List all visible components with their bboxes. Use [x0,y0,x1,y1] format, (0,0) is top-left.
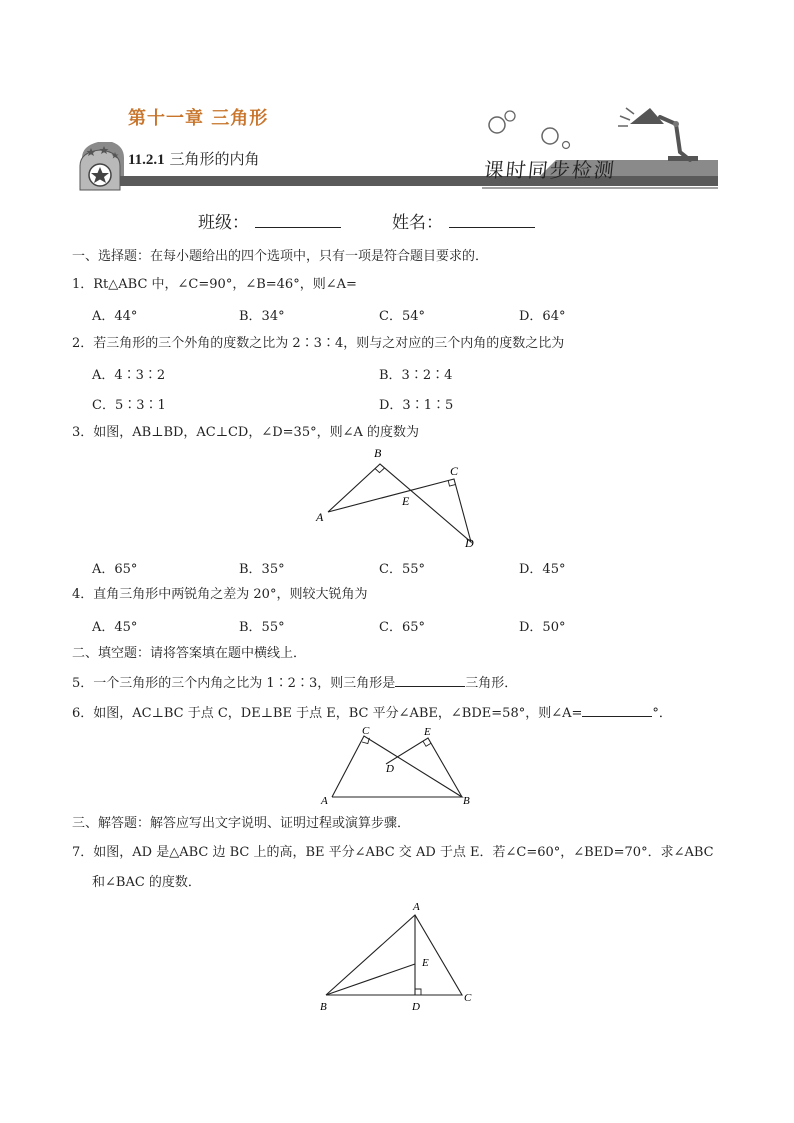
q3-option-a[interactable]: A．65° [92,562,138,577]
q6-stem-a: 6．如图，AC⊥BC 于点 C，DE⊥BE 于点 E，BC 平分∠ABE，∠BDE=58°，则∠A= [72,706,583,721]
q7-label-c: C [464,992,472,1004]
q7-label-b: B [320,1001,327,1013]
q5-stem-a: 5．一个三角形的三个内角之比为 1∶2∶3，则三角形是 [72,676,396,691]
q6-label-e: E [424,726,431,738]
q6-label-b: B [463,795,470,807]
q4-option-a[interactable]: A．45° [92,620,138,635]
header-decoration [0,0,794,200]
q6-stem [72,704,672,723]
part1-heading: 一、选择题：在每小题给出的四个选项中，只有一项是符合题目要求的． [72,249,489,264]
q6-answer-blank[interactable] [582,704,652,717]
q3-label-d: D [465,536,474,550]
q7-line2: 和∠BAC 的度数． [92,875,201,890]
q6-stem-b: °． [652,706,672,721]
banner-title: 课时同步检测 [482,158,618,182]
class-label: 班级： [198,213,249,233]
q6-lines-bed [386,738,462,797]
class-blank[interactable] [255,213,341,228]
q2-option-c[interactable]: C．5∶3∶1 [92,398,166,413]
q6-label-a: A [321,795,328,807]
q3-option-b[interactable]: B．35° [239,562,285,577]
q7-bisector-be [326,964,415,995]
chapter-title: 第十一章 三角形 [128,108,269,129]
name-label: 姓名： [392,213,443,233]
name-field [392,208,535,233]
q4-option-d[interactable]: D．50° [519,620,566,635]
q7-line1: 7．如图，AD 是△ABC 边 BC 上的高，BE 平分∠ABC 交 AD 于点 E．若∠C=60°，∠BED=70°．求∠ABC [72,845,714,860]
q2-stem: 2．若三角形的三个外角的度数之比为 2∶3∶4，则与之对应的三个内角的度数之比为 [72,336,565,351]
q3-label-e: E [402,494,410,508]
q1-stem: 1．Rt△ABC 中，∠C=90°，∠B=46°，则∠A= [72,277,357,292]
q6-label-d: D [386,763,394,775]
q3-stem: 3．如图，AB⊥BD，AC⊥CD，∠D=35°，则∠A 的度数为 [72,425,420,440]
section-name: 三角形的内角 [169,150,260,168]
part2-heading: 二、填空题：请将答案填在题中横线上． [72,646,307,661]
q3-label-b: B [374,446,382,460]
q3-label-a: A [316,510,324,524]
q6-figure [318,724,478,808]
section-title [128,148,259,169]
q3-right-angle-b [375,468,385,473]
name-blank[interactable] [449,213,535,228]
q7-label-a: A [413,901,420,913]
q5-stem-b: 三角形． [465,676,518,691]
q7-label-d: D [412,1001,420,1013]
q1-option-a[interactable]: A．44° [92,309,138,324]
q7-triangle [326,915,462,995]
q4-option-c[interactable]: C．65° [379,620,425,635]
q3-label-c: C [450,464,459,478]
q4-stem: 4．直角三角形中两锐角之差为 20°，则较大锐角为 [72,587,368,602]
q5-answer-blank[interactable] [395,674,465,687]
q1-option-c[interactable]: C．54° [379,309,425,324]
q2-option-d[interactable]: D．3∶1∶5 [379,398,454,413]
q4-option-b[interactable]: B．55° [239,620,285,635]
q1-option-d[interactable]: D．64° [519,309,566,324]
q3-option-c[interactable]: C．55° [379,562,425,577]
q2-option-b[interactable]: B．3∶2∶4 [379,368,453,383]
part3-heading: 三、解答题：解答应写出文字说明、证明过程或演算步骤． [72,816,411,831]
q2-option-a[interactable]: A．4∶3∶2 [92,368,166,383]
q7-figure [310,898,480,1016]
q6-label-c: C [362,725,370,737]
q7-right-angle-d [415,989,421,995]
class-field [198,208,341,233]
section-number: 11.2.1 [128,152,165,168]
q7-label-e: E [422,957,429,969]
q6-triangle-acb [332,736,462,797]
q1-option-b[interactable]: B．34° [239,309,285,324]
q5-stem [72,674,517,693]
q3-figure [310,444,490,552]
q3-option-d[interactable]: D．45° [519,562,566,577]
